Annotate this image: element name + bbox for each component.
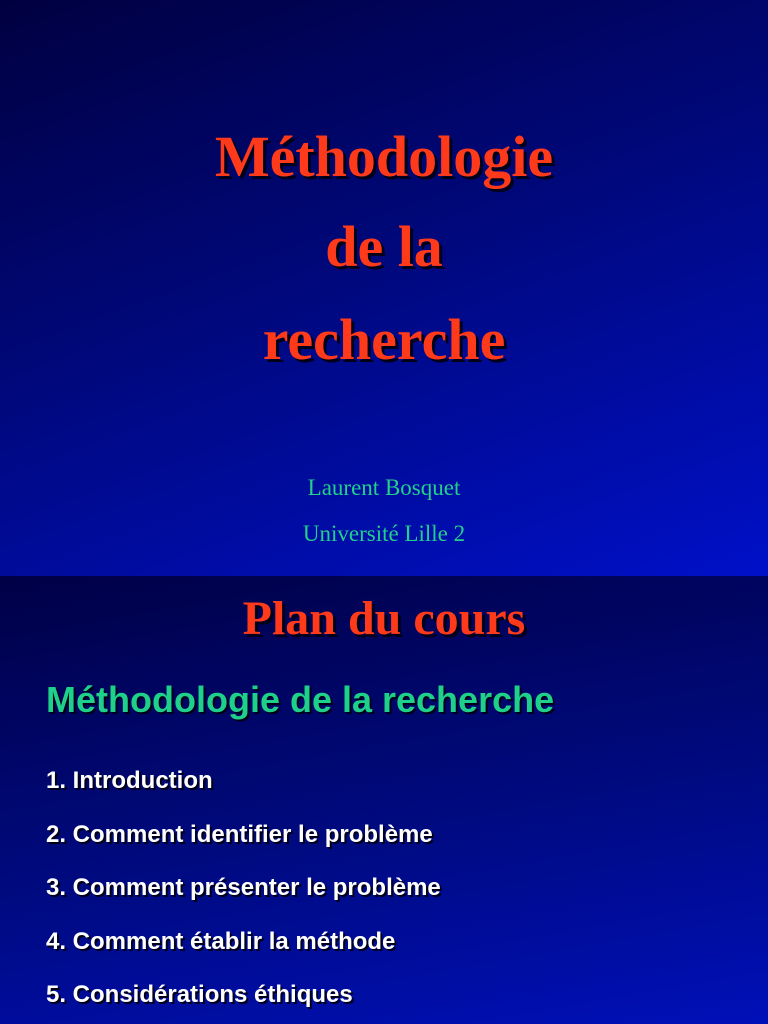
slide-title-line-1: Méthodologie <box>214 124 554 189</box>
outline-item: 1. Introduction <box>46 767 213 794</box>
outline-subtitle: Méthodologie de la recherche <box>46 679 555 720</box>
outline-slide <box>0 576 768 1024</box>
slide-title-line-3: recherche <box>262 307 506 372</box>
outline-item: 5. Considérations éthiques <box>46 981 353 1008</box>
institution-name: Université Lille 2 <box>302 521 466 546</box>
author-name: Laurent Bosquet <box>307 475 461 500</box>
outline-title: Plan du cours <box>242 592 526 645</box>
outline-item: 4. Comment établir la méthode <box>46 927 396 955</box>
slide-title-line-2: de la <box>325 214 443 279</box>
outline-item: 3. Comment présenter le problème <box>46 874 441 901</box>
outline-item: 2. Comment identifier le problème <box>46 820 433 848</box>
outline-list <box>46 766 441 1024</box>
